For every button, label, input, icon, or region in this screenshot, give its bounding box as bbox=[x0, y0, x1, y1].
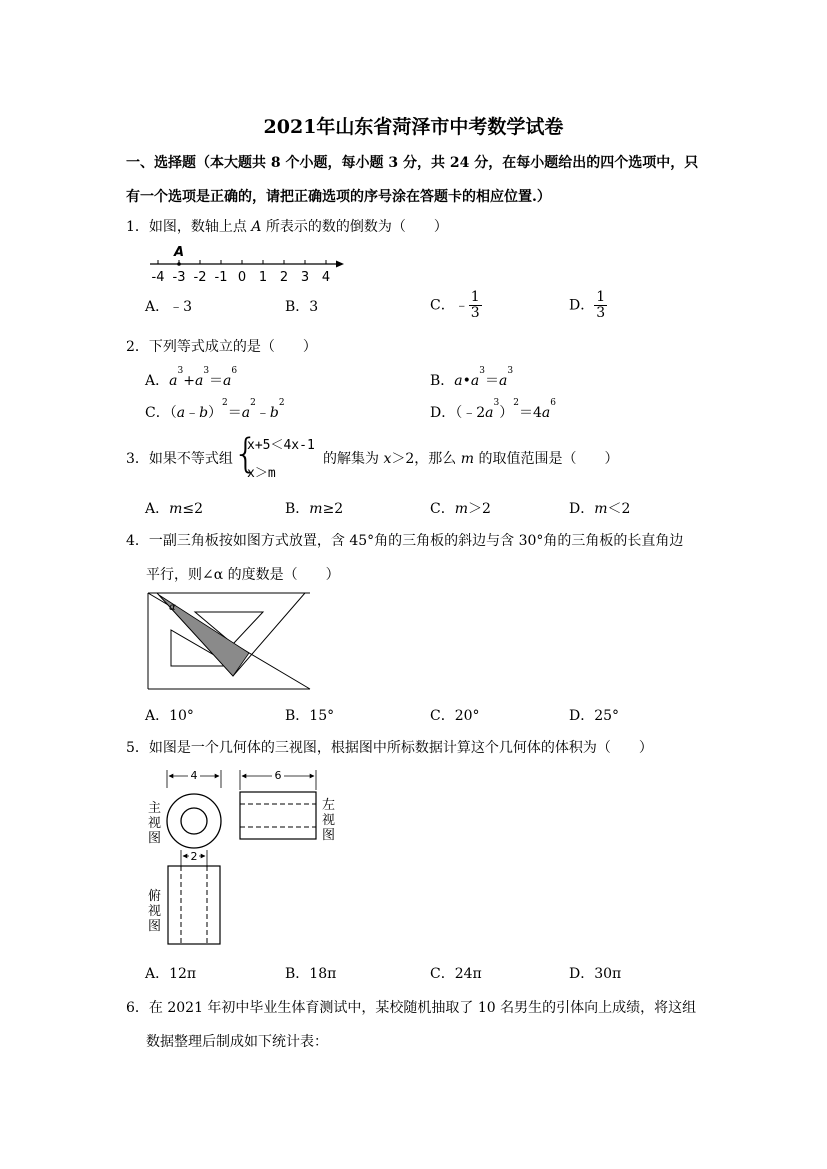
q2-c-exp: 2 bbox=[278, 398, 285, 408]
q2-option-d bbox=[430, 398, 556, 422]
section-heading-line2: 有一个选项是正确的，请把正确选项的序号涂在答题卡的相应位置.） bbox=[126, 189, 551, 205]
q1-option-d-label: D． bbox=[569, 297, 595, 314]
q2-c-exp: 2 bbox=[250, 398, 256, 408]
q3-option-b bbox=[285, 498, 343, 518]
main-view-inner-circle bbox=[181, 808, 207, 834]
q3-d-label: D． bbox=[569, 501, 595, 517]
q2-option-b bbox=[430, 366, 514, 390]
q3-d-rest: ＜2 bbox=[607, 501, 631, 517]
number-line-tick-label: 3 bbox=[300, 270, 310, 284]
dim-2-label: 2 bbox=[190, 850, 198, 863]
number-line-tick-label: -2 bbox=[193, 270, 207, 284]
q1-option-c-denominator: 3 bbox=[470, 305, 480, 321]
q2-a-exp: 6 bbox=[231, 366, 238, 376]
q2-a-part: a bbox=[169, 373, 178, 389]
question-4-line1: 4．一副三角板按如图方式放置，含 45°角的三角板的斜边与含 30°角的三角板的长直角边 bbox=[126, 533, 684, 549]
main-view-label-2: 视 bbox=[148, 816, 162, 831]
number-line-tick-label: 4 bbox=[321, 270, 331, 284]
q4-option-d: D．25° bbox=[569, 708, 620, 724]
main-view-label-1: 主 bbox=[148, 801, 162, 816]
q2-b-part: a bbox=[470, 373, 480, 389]
q3-inequality-2: x＞m bbox=[247, 466, 276, 481]
q2-d-part: a bbox=[485, 405, 494, 421]
q3-a-rest: ≤2 bbox=[182, 501, 204, 517]
question-6-line2: 数据整理后制成如下统计表： bbox=[146, 1034, 328, 1050]
q3-stem-c: ＞2，那么 bbox=[391, 451, 461, 467]
q3-stem-d: 的取值范围是（ ） bbox=[474, 451, 619, 467]
q2-b-part: a bbox=[499, 373, 508, 389]
q3-stem-b: 的解集为 bbox=[323, 451, 384, 467]
left-view-label-1: 左 bbox=[322, 798, 336, 813]
q5-option-d: D．30π bbox=[569, 966, 622, 982]
q1-option-c-sign: ﹣ bbox=[454, 297, 469, 314]
q2-c-part: a bbox=[241, 405, 251, 421]
q3-inequality-1: x+5＜4x-1 bbox=[247, 438, 315, 453]
q2-b-label: B． bbox=[430, 373, 455, 389]
q3-b-var: m bbox=[309, 501, 323, 517]
q3-option-c bbox=[430, 498, 491, 518]
question-5-stem: 5．如图是一个几何体的三视图，根据图中所标数据计算这个几何体的体积为（ ） bbox=[126, 740, 653, 756]
top-view-label-1: 俯 bbox=[148, 889, 162, 904]
left-view-rect bbox=[240, 792, 316, 839]
q1-option-d-numerator: 1 bbox=[596, 289, 606, 305]
number-line-tick-label: -4 bbox=[151, 270, 165, 284]
q2-a-exp: 3 bbox=[203, 366, 210, 376]
q3-stem-rest bbox=[323, 448, 618, 468]
section-heading-line1: 一、选择题（本大题共 8 个小题，每小题 3 分，共 24 分，在每小题给出的四个选项中，只 bbox=[126, 155, 699, 171]
q2-c-part: a bbox=[176, 405, 186, 421]
q2-b-part: ＝ bbox=[485, 373, 500, 389]
q1-option-d-denominator: 3 bbox=[596, 305, 606, 321]
q3-a-var: m bbox=[169, 501, 183, 517]
q1-option-c-fraction bbox=[469, 290, 482, 321]
q2-c-part: ） bbox=[208, 405, 223, 421]
number-line-tick-label: -1 bbox=[214, 270, 228, 284]
q4-option-a: A．10° bbox=[145, 708, 194, 724]
triangle-rulers-figure bbox=[145, 590, 315, 694]
q3-a-label: A． bbox=[145, 501, 170, 517]
q1-option-c-label: C． bbox=[430, 297, 455, 314]
point-a-dot bbox=[177, 262, 181, 266]
number-line-tick-label: -3 bbox=[172, 270, 186, 284]
top-view-label-2: 视 bbox=[148, 904, 162, 919]
q3-system-brace: { bbox=[233, 431, 259, 477]
q3-option-d bbox=[569, 498, 630, 518]
q1-option-c-numerator: 1 bbox=[470, 289, 480, 305]
q3-stem-x: x bbox=[383, 451, 392, 467]
q1-option-b: B．3 bbox=[285, 299, 319, 315]
question-2-stem: 2．下列等式成立的是（ ） bbox=[126, 339, 317, 355]
q5-option-c: C．24π bbox=[430, 966, 482, 982]
q2-c-part: ﹣ bbox=[185, 405, 200, 421]
q2-option-c bbox=[145, 398, 285, 422]
angle-alpha-label: α bbox=[169, 602, 176, 613]
q3-stem-a: 3．如果不等式组 bbox=[126, 451, 233, 467]
q4-option-c: C．20° bbox=[430, 708, 480, 724]
q2-c-exp: 2 bbox=[222, 398, 228, 408]
q2-a-part: ＝ bbox=[209, 373, 224, 389]
q5-option-b: B．18π bbox=[285, 966, 337, 982]
q1-option-c bbox=[430, 290, 482, 321]
q2-d-part: ＝4 bbox=[518, 405, 542, 421]
q1-option-d-fraction bbox=[594, 290, 607, 321]
q2-a-part: a bbox=[223, 373, 232, 389]
q2-a-exp: 3 bbox=[177, 366, 184, 376]
left-view-label-2: 视 bbox=[322, 813, 336, 828]
q2-b-exp: 3 bbox=[507, 366, 514, 376]
point-a-label: A bbox=[173, 245, 185, 260]
q5-option-a: A．12π bbox=[145, 966, 197, 982]
q3-c-rest: ＞2 bbox=[468, 501, 491, 517]
top-view-rect bbox=[168, 866, 220, 944]
q1-stem-var: A bbox=[251, 219, 262, 235]
q2-option-a bbox=[145, 366, 238, 390]
question-6-line1: 6．在 2021 年初中毕业生体育测试中，某校随机抽取了 10 名男生的引体向上成绩，将这组 bbox=[126, 1000, 697, 1016]
q4-option-b: B．15° bbox=[285, 708, 335, 724]
q3-c-label: C． bbox=[430, 501, 455, 517]
top-view-label-3: 图 bbox=[148, 919, 162, 934]
q3-d-var: m bbox=[594, 501, 608, 517]
q3-stem-m: m bbox=[460, 451, 474, 467]
number-line-tick-label: 2 bbox=[279, 270, 289, 284]
number-line-tick-label: 0 bbox=[237, 270, 247, 284]
q2-d-exp: 2 bbox=[513, 398, 519, 408]
q1-stem-b: 所表示的数的倒数为（ ） bbox=[261, 219, 448, 235]
dim-6-label: 6 bbox=[274, 769, 282, 782]
q2-d-label: D． bbox=[430, 405, 456, 421]
q2-b-part: a bbox=[454, 373, 463, 389]
q2-c-part: ﹣ bbox=[255, 405, 270, 421]
q2-a-part: + bbox=[183, 373, 195, 389]
q2-c-part: ＝ bbox=[227, 405, 242, 421]
q2-c-part: b bbox=[269, 405, 279, 421]
three-views-figure bbox=[140, 764, 350, 950]
number-line-tick-label: 1 bbox=[258, 270, 268, 284]
q2-a-label: A． bbox=[145, 373, 170, 389]
q2-c-part: （ bbox=[169, 405, 177, 421]
q2-a-part: a bbox=[194, 373, 204, 389]
main-view-label-3: 图 bbox=[148, 831, 162, 846]
number-line-arrow bbox=[336, 261, 344, 268]
q2-d-part: （﹣2 bbox=[455, 405, 486, 421]
dim-4-label: 4 bbox=[190, 769, 198, 782]
q2-b-exp: 3 bbox=[479, 366, 486, 376]
left-view-label-3: 图 bbox=[322, 828, 336, 843]
question-4-line2: 平行，则∠α 的度数是（ ） bbox=[146, 567, 340, 583]
question-1-stem bbox=[126, 216, 448, 236]
q2-c-part: b bbox=[199, 405, 209, 421]
q2-b-part: • bbox=[462, 373, 471, 389]
number-line-figure bbox=[146, 240, 350, 284]
q3-c-var: m bbox=[454, 501, 468, 517]
q2-c-label: C． bbox=[145, 405, 170, 421]
q2-d-exp: 6 bbox=[550, 398, 556, 408]
q1-option-a: A．﹣3 bbox=[145, 299, 193, 315]
q1-stem-a: 1．如图，数轴上点 bbox=[126, 219, 252, 235]
q2-d-part: ） bbox=[499, 405, 514, 421]
q2-d-exp: 3 bbox=[493, 398, 500, 408]
q1-option-d bbox=[569, 290, 607, 321]
page-title: 2021年山东省菏泽市中考数学试卷 bbox=[263, 116, 564, 138]
q3-b-rest: ≥2 bbox=[322, 501, 344, 517]
q3-option-a bbox=[145, 498, 203, 518]
q2-d-part: a bbox=[541, 405, 551, 421]
main-view-outer-circle bbox=[167, 794, 221, 848]
q3-b-label: B． bbox=[285, 501, 310, 517]
